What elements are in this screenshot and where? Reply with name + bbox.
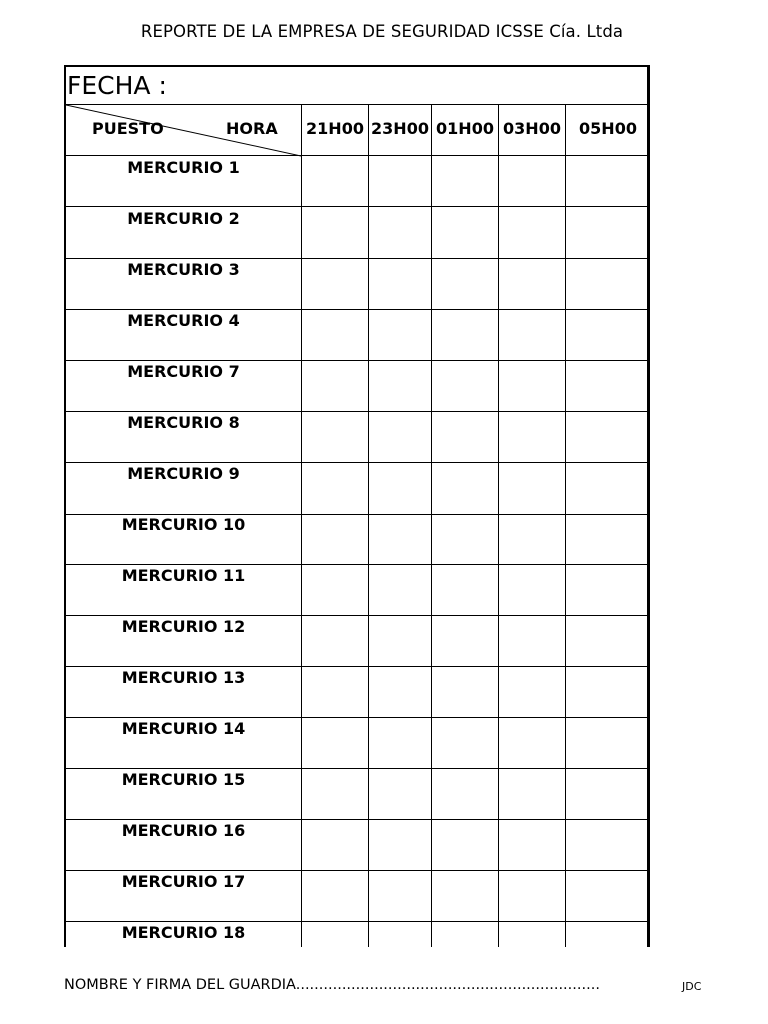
time-header-01h00: 01H00 [436, 119, 494, 138]
row-label: MERCURIO 10 [121, 515, 246, 534]
row-label: MERCURIO 3 [127, 260, 240, 279]
row-label: MERCURIO 12 [121, 617, 246, 636]
column-divider [431, 105, 432, 947]
row-label: MERCURIO 2 [127, 209, 240, 228]
column-divider [301, 105, 302, 947]
column-divider [565, 105, 566, 947]
time-header-21h00: 21H00 [306, 119, 364, 138]
row-label: MERCURIO 13 [121, 668, 246, 687]
puesto-header: PUESTO [92, 119, 164, 138]
time-header-05h00: 05H00 [579, 119, 637, 138]
row-label: MERCURIO 1 [127, 158, 240, 177]
report-table [64, 65, 650, 947]
time-header-03h00: 03H00 [503, 119, 561, 138]
row-label: MERCURIO 17 [121, 872, 246, 891]
column-divider [368, 105, 369, 947]
report-title: REPORTE DE LA EMPRESA DE SEGURIDAD ICSSE Cía. Ltda [140, 22, 624, 41]
row-label: MERCURIO 4 [127, 311, 240, 330]
guard-signature-line: NOMBRE Y FIRMA DEL GUARDIA.................................................................. [64, 977, 600, 993]
time-header-23h00: 23H00 [371, 119, 429, 138]
hora-header: HORA [226, 119, 278, 138]
column-divider [498, 105, 499, 947]
row-label: MERCURIO 14 [121, 719, 246, 738]
row-label: MERCURIO 16 [121, 821, 246, 840]
row-label: MERCURIO 18 [121, 923, 246, 942]
fecha-field[interactable]: FECHA : [66, 67, 647, 105]
row-label: MERCURIO 9 [127, 464, 240, 483]
row-label: MERCURIO 7 [127, 362, 240, 381]
row-label: MERCURIO 11 [121, 566, 246, 585]
author-initials: JDC [682, 980, 702, 993]
row-label: MERCURIO 8 [127, 413, 240, 432]
row-label: MERCURIO 15 [121, 770, 246, 789]
